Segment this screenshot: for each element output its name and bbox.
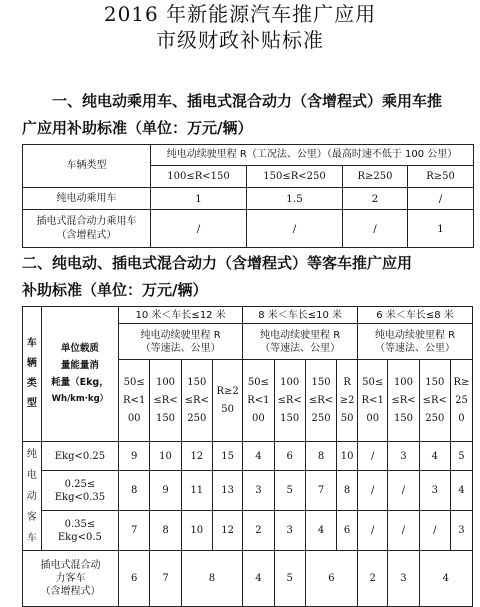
t1-cell: / xyxy=(408,188,474,210)
t2-cell: 12 xyxy=(212,511,242,551)
t2-cell: 2 xyxy=(358,551,388,607)
t1-cell: 1 xyxy=(408,210,474,248)
t2-cell: 5 xyxy=(274,471,305,511)
t2-row-ev-1 xyxy=(23,442,473,471)
t2-range-col: 50≤R<100 xyxy=(358,360,388,442)
t2-cell: 4 xyxy=(243,551,274,607)
t2-cell: 3 xyxy=(450,511,472,551)
t2-ekg-line1: Ekg<0.25 xyxy=(54,450,106,462)
t1-row-label: 纯电动乘用车 xyxy=(23,188,151,210)
t2-cell: 3 xyxy=(419,471,450,511)
t2-cell: 8 xyxy=(305,442,336,471)
t2-cell: 7 xyxy=(305,471,336,511)
section1-heading-line2: 广应用补助标准（单位：万元/辆） xyxy=(22,119,253,137)
t2-range-col: R≥250 xyxy=(337,360,358,442)
section2-heading xyxy=(22,250,472,304)
t2-cell: 2 xyxy=(243,511,274,551)
t1-range-col-4: R≥50 xyxy=(408,166,474,188)
t2-cell: 5 xyxy=(450,442,472,471)
t2-ev-label xyxy=(23,442,42,551)
t2-unit-line2: 量能量消 xyxy=(60,360,99,371)
t2-ekg-line2: Ekg<0.5 xyxy=(57,531,102,543)
t1-range-col-3: R≥250 xyxy=(343,166,408,188)
t2-cell: 3 xyxy=(388,551,419,607)
t2-cell: / xyxy=(358,511,388,551)
t1-cell: / xyxy=(247,210,343,248)
t1-row-phev-car xyxy=(23,210,474,248)
t1-cell: 1 xyxy=(151,188,247,210)
t2-cell: 8 xyxy=(181,551,243,607)
t2-cell: 11 xyxy=(181,471,212,511)
t2-group3-range-line1: 纯电动续驶里程 R xyxy=(374,329,456,341)
t2-cell: 8 xyxy=(119,471,150,511)
t2-group1-length: 10 米＜车长≤12 米 xyxy=(119,307,243,324)
t2-range-col: 150≤R<250 xyxy=(181,360,212,442)
t2-unit-line1: 单位载质 xyxy=(60,343,99,354)
t2-cell: / xyxy=(358,471,388,511)
t2-cell: 10 xyxy=(337,442,358,471)
t2-group1-range-line1: 纯电动续驶里程 R xyxy=(140,329,221,341)
passenger-car-subsidy-table xyxy=(22,144,474,248)
t2-cell: 4 xyxy=(305,511,336,551)
t2-ekg-line1: 0.35≤ xyxy=(64,518,96,530)
t1-range-col-2: 150≤R<250 xyxy=(247,166,343,188)
section2-heading-line2: 补助标准（单位：万元/辆） xyxy=(22,281,208,299)
doc-title-line2: 市级财政补贴标准 xyxy=(156,28,324,52)
t2-ev-label-text: 纯电动客车 xyxy=(26,448,37,544)
t2-cell: 9 xyxy=(150,471,181,511)
t2-ekg-line2: Ekg<0.35 xyxy=(54,491,106,503)
t2-range-col: 150≤R<250 xyxy=(305,360,336,442)
t1-phev-label-line2: （含增程式） xyxy=(56,229,117,241)
t2-group1-range-line2: （等速法、公里） xyxy=(140,342,221,354)
t2-cell: 4 xyxy=(419,551,472,607)
t2-group3-range-line2: （等速法、公里） xyxy=(375,342,456,354)
t2-phev-line3: （含增程式） xyxy=(40,586,101,597)
t2-range-col: R≥250 xyxy=(212,360,242,442)
section1-heading-line1: 一、纯电动乘用车、插电式混合动力（含增程式）乘用车推 xyxy=(52,92,443,110)
t2-cell: 12 xyxy=(181,442,212,471)
t1-phev-label-line1: 插电式混合动力乘用车 xyxy=(36,215,137,227)
t2-ekg-label xyxy=(41,442,118,471)
t2-ekg-line1: 0.25≤ xyxy=(64,478,96,490)
t2-cell: 4 xyxy=(419,442,450,471)
t2-group3-range xyxy=(358,324,473,360)
t2-unit-line3: 耗量（Ekg， xyxy=(51,377,109,388)
t1-header-vehicle-type: 车辆类型 xyxy=(23,145,151,188)
t2-range-col: 100≤R<150 xyxy=(388,360,419,442)
t2-header-vehicle-text: 车辆类型 xyxy=(26,338,37,409)
t2-range-col: R≥250 xyxy=(450,360,472,442)
t2-range-col: 150≤R<250 xyxy=(419,360,450,442)
t2-unit-line4: Wh/km·kg） xyxy=(51,394,109,404)
t2-header-unit-energy xyxy=(41,307,118,442)
t2-group1-range xyxy=(119,324,243,360)
t2-phev-line1: 插电式混合动 xyxy=(40,560,101,571)
t2-group2-range-line2: （等速法、公里） xyxy=(260,342,341,354)
t2-range-col: 100≤R<150 xyxy=(274,360,305,442)
t1-range-col-1: 100≤R<150 xyxy=(151,166,247,188)
section2-heading-line1: 二、纯电动、插电式混合动力（含增程式）等客车推广应用 xyxy=(22,254,413,272)
t2-cell: 13 xyxy=(212,471,242,511)
t2-cell: 6 xyxy=(337,511,358,551)
doc-title-line1: 2016 年新能源汽车推广应用 xyxy=(103,2,377,26)
t2-phev-label xyxy=(23,551,119,607)
t2-row-ev-2 xyxy=(23,471,473,511)
t2-group2-range xyxy=(243,324,358,360)
t2-cell: 3 xyxy=(274,511,305,551)
t2-cell: 10 xyxy=(181,511,212,551)
t1-row-label xyxy=(23,210,151,248)
t2-cell: 15 xyxy=(212,442,242,471)
t2-row-phev-bus xyxy=(23,551,473,607)
t2-cell: 7 xyxy=(119,511,150,551)
t2-phev-line2: 力客车 xyxy=(55,573,86,584)
t2-cell: 9 xyxy=(119,442,150,471)
t1-header-range: 纯电动续驶里程 R（工况法、公里）（最高时速不低于 100 公里） xyxy=(151,145,474,166)
t2-group2-range-line1: 纯电动续驶里程 R xyxy=(260,329,341,341)
t2-cell: 3 xyxy=(388,442,419,471)
t2-header-vehicle-type xyxy=(23,307,42,442)
t2-cell: 8 xyxy=(150,511,181,551)
t2-cell: 4 xyxy=(243,442,274,471)
t2-group3-length: 6 米＜车长≤8 米 xyxy=(358,307,473,324)
t2-cell: 10 xyxy=(150,442,181,471)
t2-cell: / xyxy=(419,511,450,551)
t1-cell: 2 xyxy=(343,188,408,210)
t2-range-col: 100≤R<150 xyxy=(150,360,181,442)
t1-cell: / xyxy=(151,210,247,248)
t2-cell: 6 xyxy=(274,442,305,471)
t2-cell: / xyxy=(388,511,419,551)
t2-cell: 3 xyxy=(243,471,274,511)
t2-range-col: 50≤R<100 xyxy=(243,360,274,442)
bus-subsidy-table xyxy=(22,306,473,607)
t2-ekg-label xyxy=(41,471,118,511)
section1-heading xyxy=(22,88,472,142)
t2-ekg-label xyxy=(41,511,118,551)
t1-cell: 1.5 xyxy=(247,188,343,210)
t2-row-ev-3 xyxy=(23,511,473,551)
t2-cell: 6 xyxy=(119,551,150,607)
t2-cell: 4 xyxy=(450,471,472,511)
t2-cell: / xyxy=(358,442,388,471)
t2-cell: 5 xyxy=(274,551,305,607)
t2-cell: 6 xyxy=(305,551,357,607)
t2-cell: / xyxy=(388,471,419,511)
t2-cell: 8 xyxy=(337,471,358,511)
t2-range-col: 50≤R<100 xyxy=(119,360,150,442)
t2-group2-length: 8 米＜车长≤10 米 xyxy=(243,307,358,324)
t1-row-ev-car xyxy=(23,188,474,210)
t1-cell: / xyxy=(343,210,408,248)
t2-cell: 7 xyxy=(150,551,181,607)
